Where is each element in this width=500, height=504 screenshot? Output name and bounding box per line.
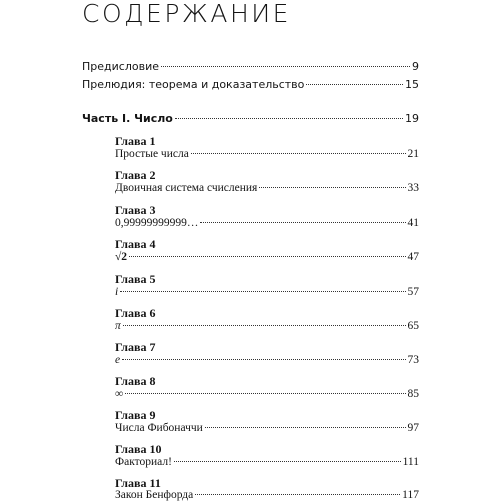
leader-dots <box>200 222 405 223</box>
chapter-heading: Глава 9 <box>115 408 156 422</box>
toc-page-number: 9 <box>412 60 419 73</box>
leader-dots <box>129 256 405 257</box>
leader-dots <box>195 494 400 495</box>
toc-entry-label: π <box>115 320 121 332</box>
chapter-heading: Глава 2 <box>115 168 156 182</box>
toc-page-number: 57 <box>407 286 419 298</box>
chapter-heading: Глава 4 <box>115 237 156 251</box>
toc-entry-chapter-10[interactable] <box>115 455 419 471</box>
toc-page-number: 73 <box>407 354 419 366</box>
toc-entry-preface[interactable] <box>82 60 419 76</box>
toc-entry-chapter-2[interactable] <box>115 181 419 197</box>
chapter-heading: Глава 6 <box>115 306 156 320</box>
toc-entry-chapter-3[interactable] <box>115 216 419 232</box>
toc-entry-chapter-9[interactable] <box>115 421 419 437</box>
chapter-heading: Глава 5 <box>115 272 156 286</box>
chapter-heading: Глава 3 <box>115 203 156 217</box>
toc-entry-label: Факториал! <box>115 456 172 468</box>
toc-page-number: 65 <box>407 320 419 332</box>
leader-dots <box>174 461 401 462</box>
chapter-heading: Глава 7 <box>115 340 156 354</box>
toc-entry-chapter-5[interactable] <box>115 285 419 301</box>
leader-dots <box>120 291 405 292</box>
leader-dots <box>306 84 403 85</box>
page-title: СОДЕРЖАНИЕ <box>82 0 291 28</box>
toc-entry-chapter-1[interactable] <box>115 147 419 163</box>
toc-page-number: 85 <box>407 388 419 400</box>
leader-dots <box>205 427 406 428</box>
chapter-heading: Глава 10 <box>115 442 162 456</box>
chapter-heading: Глава 11 <box>115 476 161 490</box>
toc-page-number: 111 <box>402 456 419 468</box>
toc-page-number: 33 <box>407 182 419 194</box>
toc-part-label: Часть I. Число <box>82 112 173 125</box>
toc-entry-chapter-6[interactable] <box>115 319 419 335</box>
leader-dots <box>259 187 405 188</box>
leader-dots <box>161 66 410 67</box>
leader-dots <box>125 393 405 394</box>
toc-page-number: 97 <box>407 422 419 434</box>
toc-entry-chapter-11[interactable] <box>115 488 419 504</box>
toc-page-number: 41 <box>407 217 419 229</box>
toc-page-number: 47 <box>407 251 419 263</box>
toc-entry-label: Простые числа <box>115 148 189 160</box>
toc-entry-label: e <box>115 354 121 366</box>
toc-entry-chapter-7[interactable] <box>115 353 419 369</box>
chapter-heading: Глава 1 <box>115 134 156 148</box>
toc-page-number: 19 <box>405 112 419 125</box>
toc-entry-chapter-8[interactable] <box>115 387 419 403</box>
toc-part-1[interactable] <box>82 112 419 128</box>
toc-entry-label: 0,99999999999… <box>115 217 199 229</box>
leader-dots <box>191 153 406 154</box>
toc-entry-label: ∞ <box>115 388 124 400</box>
chapter-heading: Глава 8 <box>115 374 156 388</box>
toc-entry-prelude[interactable] <box>82 78 419 94</box>
toc-entry-label: i <box>115 286 119 298</box>
toc-entry-label: Числа Фибоначчи <box>115 422 203 434</box>
toc-entry-chapter-4[interactable] <box>115 250 419 266</box>
leader-dots <box>175 118 403 119</box>
toc-entry-label: Прелюдия: теорема и доказательство <box>82 78 305 91</box>
leader-dots <box>122 359 405 360</box>
toc-entry-label: √2 <box>115 251 128 263</box>
toc-entry-label: Предисловие <box>82 60 159 73</box>
toc-page-number: 21 <box>407 148 419 160</box>
toc-page-number: 15 <box>405 78 419 91</box>
toc-entry-label: Двоичная система счисления <box>115 182 258 194</box>
toc-entry-label: Закон Бенфорда <box>115 489 194 501</box>
leader-dots <box>123 325 406 326</box>
toc-page-number: 117 <box>402 489 419 501</box>
